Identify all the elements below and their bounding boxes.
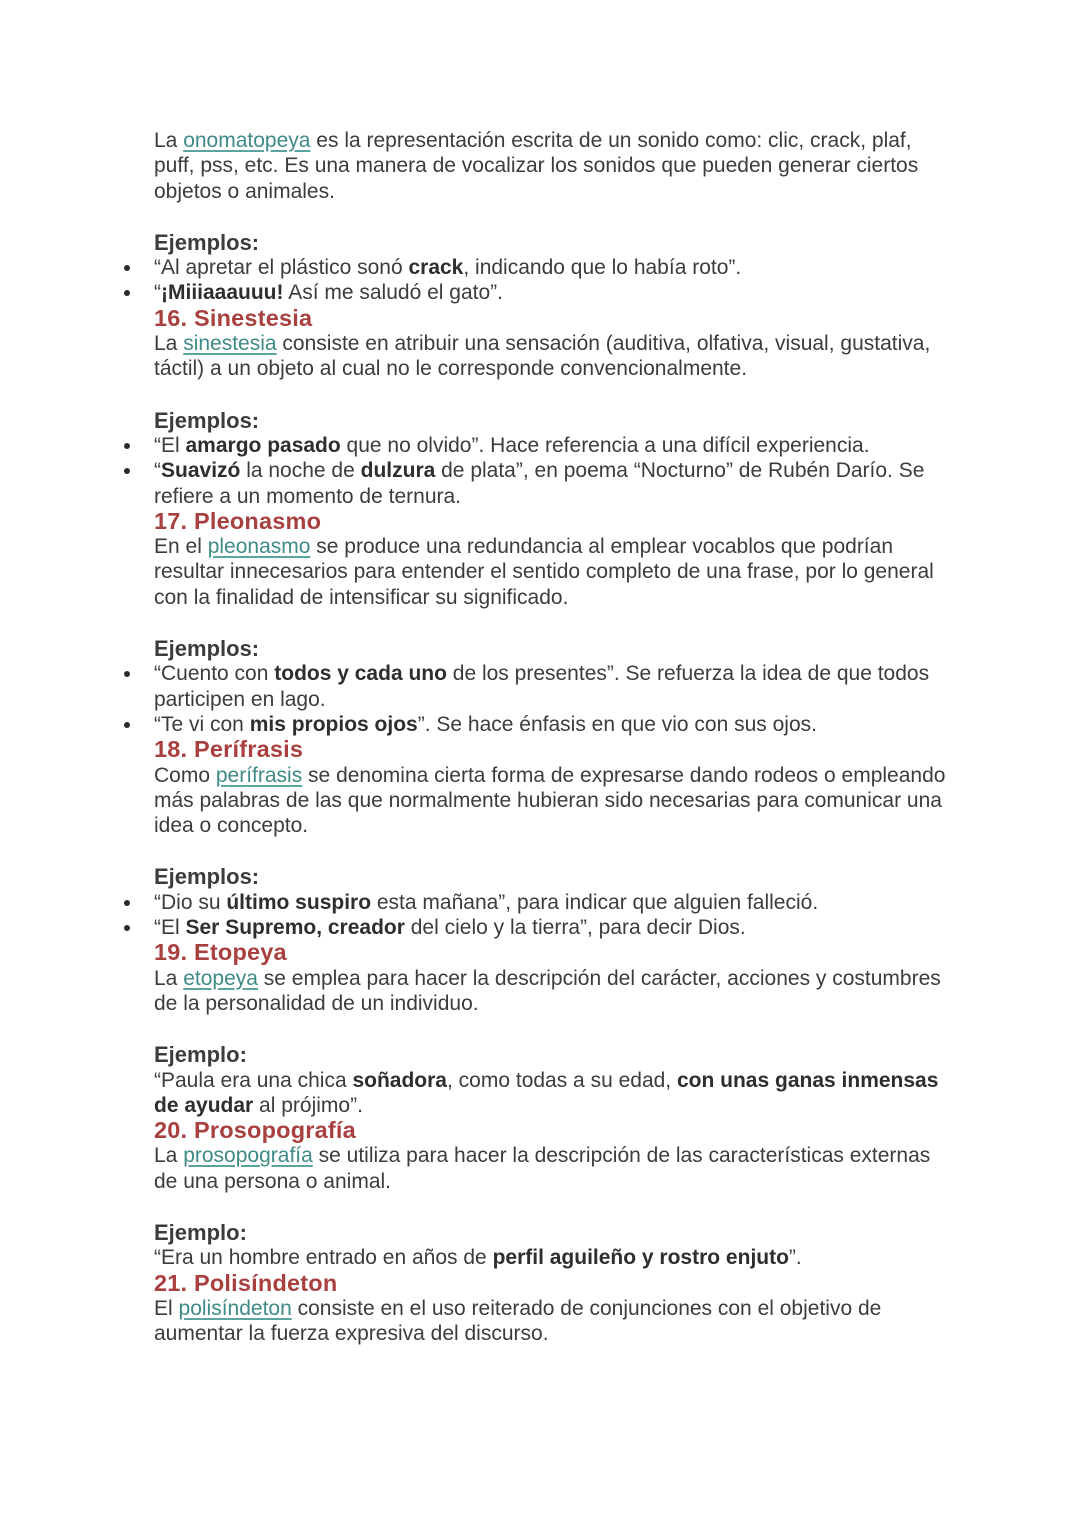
list-item: “Cuento con todos y cada uno de los presentes”. Se refuerza la idea de que todos participen en lago.	[154, 661, 954, 712]
section-heading-pleonasmo: 17. Pleonasmo	[154, 507, 322, 534]
perifrasis-definition: Como perífrasis se denomina cierta forma de expresarse dando rodeos o empleando más palabras de las que normalmente hubieran sido necesarias para comunicar una idea o concepto.	[154, 763, 946, 838]
list-item: “¡Miiiaaauuu! Así me saludó el gato”.	[154, 280, 954, 305]
examples-label: Ejemplos:	[154, 229, 260, 255]
examples-label: Ejemplos:	[154, 636, 260, 662]
list-item: “Te vi con mis propios ojos”. Se hace énfasis en que vio con sus ojos.	[154, 712, 954, 737]
section-heading-sinestesia: 16. Sinestesia	[154, 304, 313, 331]
list-item: “Al apretar el plástico sonó crack, indicando que lo había roto”.	[154, 255, 954, 280]
pleonasmo-link[interactable]: pleonasmo	[207, 535, 311, 559]
etopeya-example: “Paula era una chica soñadora, como todas a su edad, con unas ganas inmensas de ayudar al prójimo”.	[154, 1068, 939, 1117]
pleonasmo-definition: En el pleonasmo se produce una redundancia al emplear vocablos que podrían resultar innecesarios para entender el sentido completo de una frase, por lo general con la finalidad de intensificar su significado.	[154, 535, 934, 609]
prosopografia-example: “Era un hombre entrado en años de perfil aguileño y rostro enjuto”.	[154, 1246, 802, 1270]
sinestesia-link[interactable]: sinestesia	[183, 332, 277, 356]
section-heading-perifrasis: 18. Perífrasis	[154, 736, 304, 763]
list-item: “Suavizó la noche de dulzura de plata”, en poema “Nocturno” de Rubén Darío. Se refiere a un momento de ternura.	[154, 458, 954, 509]
perifrasis-examples	[154, 890, 954, 941]
section-heading-polisindeton: 21. Polisíndeton	[154, 1269, 338, 1296]
list-item: “El Ser Supremo, creador del cielo y la tierra”, para decir Dios.	[154, 915, 954, 940]
examples-label: Ejemplos:	[154, 407, 260, 433]
section-heading-prosopografia: 20. Prosopografía	[154, 1117, 356, 1144]
etopeya-definition: La etopeya se emplea para hacer la descripción del carácter, acciones y costumbres de la personalidad de un individuo.	[154, 966, 941, 1015]
etopeya-link[interactable]: etopeya	[183, 966, 258, 990]
prosopografia-link[interactable]: prosopografía	[183, 1144, 313, 1168]
list-item: “El amargo pasado que no olvido”. Hace referencia a una difícil experiencia.	[154, 433, 954, 458]
onomatopeya-definition: La onomatopeya es la representación escrita de un sonido como: clic, crack, plaf, puff, pss, etc. Es una manera de vocalizar los sonidos que pueden generar ciertos objetos o animales.	[154, 129, 919, 203]
section-heading-etopeya: 19. Etopeya	[154, 939, 287, 966]
sinestesia-examples	[154, 433, 954, 509]
polisindeton-definition: El polisíndeton consiste en el uso reiterado de conjunciones con el objetivo de aumentar la fuerza expresiva del discurso.	[154, 1296, 882, 1346]
list-item: “Dio su último suspiro esta mañana”, para indicar que alguien falleció.	[154, 890, 954, 915]
examples-label: Ejemplos:	[154, 864, 260, 890]
onomatopeya-link[interactable]: onomatopeya	[183, 129, 311, 152]
example-label: Ejemplo:	[154, 1042, 247, 1068]
sinestesia-definition: La sinestesia consiste en atribuir una sensación (auditiva, olfativa, visual, gustativa, táctil) a un objeto al cual no le corresponde convencionalmente.	[154, 332, 931, 381]
prosopografia-definition: La prosopografía se utiliza para hacer la descripción de las características externas de una persona o animal.	[154, 1144, 931, 1193]
onomatopeya-examples	[154, 255, 954, 306]
perifrasis-link[interactable]: perífrasis	[215, 763, 303, 787]
polisindeton-link[interactable]: polisíndeton	[178, 1296, 292, 1320]
pleonasmo-examples	[154, 661, 954, 737]
document-page	[154, 128, 954, 1346]
example-label: Ejemplo:	[154, 1219, 247, 1245]
